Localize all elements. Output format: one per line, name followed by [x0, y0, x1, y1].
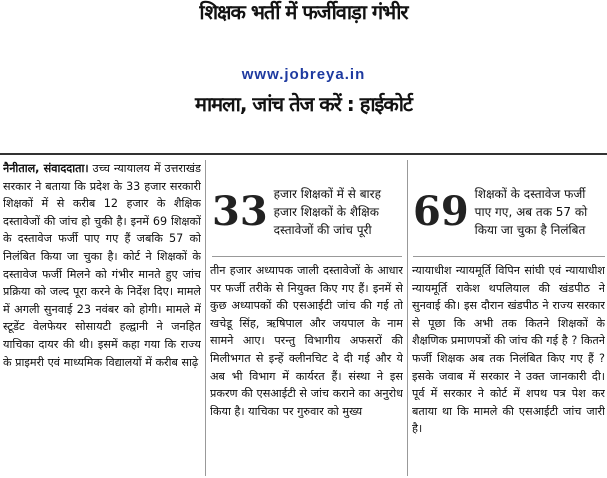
article-column-2 [210, 262, 403, 476]
watermark-url: www.jobreya.in [241, 66, 366, 83]
headline-line-1: शिक्षक भर्ती में फर्जीवाड़ा गंभीर [199, 0, 408, 24]
article-column-3 [412, 262, 605, 476]
highlight-text: शिक्षकों के दस्तावेज फर्जी पाए गए, अब तक 57 को किया जा चुका है निलंबित [474, 187, 588, 237]
column-3-text: न्यायाधीश न्यायमूर्ति विपिन सांघी एवं न्यायाधीश न्यायमूर्ति राकेश थपलियाल की खंडपीठ ने सुनवाई की। इस दौरान खंडपीठ ने राज्य सरकार से पूछा कि अभी तक कितने शिक्षकों के शैक्षणिक प्रमाणपत्रों की जांच की गई है ? कितने फर्जी शिक्षक अब तक निलंबित किए गए हैं ? इसके जवाब में सरकार ने उक्त जानकारी दी। पूर्व में सरकार ने कोर्ट में शपथ पत्र पेश कर बताया था कि मामले की एसआईटी जांच जारी है। [412, 264, 605, 436]
highlight-number: 69 [413, 188, 469, 235]
dateline: नैनीताल, संवाददाता। [3, 162, 89, 175]
article-column-1 [3, 160, 201, 476]
column-1-text: उच्च न्यायालय में उत्तराखंड सरकार ने बताया कि प्रदेश के 33 हजार सरकारी शिक्षकों में से करीब 12 हजार के शैक्षिक दस्तावेजों की जांच हो चुकी है। इनमें 69 शिक्षकों के दस्तावेज फर्जी पाए गए हैं जबकि 57 को निलंबित किया जा चुका है। कोर्ट ने शिक्षकों के दस्तावेज फर्जी मिलने को गंभीर मानते हुए जांच प्रक्रिया को जल्द पूरा करने के निर्देश दिए। मामले में अगली सुनवाई 23 नवंबर को होगी। मामले में स्टूडेंट वेलफेयर सोसायटी हल्द्वानी ने जनहित याचिका दायर की थी। इसमें कहा गया कि राज्य के प्राइमरी एवं माध्यमिक विद्यालयों में करीब साढ़े [3, 162, 201, 369]
highlight-box-2 [413, 170, 605, 254]
column-divider [407, 160, 408, 476]
headline-rule [0, 153, 607, 155]
headline-line-2: मामला, जांच तेज करें : हाईकोर्ट [195, 92, 412, 116]
box-divider [212, 256, 402, 257]
highlight-box-1 [212, 170, 402, 254]
column-2-text: तीन हजार अध्यापक जाली दस्तावेजों के आधार पर फर्जी तरीके से नियुक्त किए गए हैं। इनमें से कुछ अध्यापकों की एसआईटी जांच की गई तो खचेडू सिंह, ऋषिपाल और जयपाल के नाम सामने आए। परन्तु विभागीय अफसरों की मिलीभगत से इन्हें क्लीनचिट दे दी गई और ये अब भी विभाग में कार्यरत हैं। संस्था ने इस प्रकरण की एसआईटी से जांच कराने का अनुरोध किया है। याचिका पर गुरुवार को मुख्य [210, 264, 403, 418]
column-divider [205, 160, 206, 476]
highlight-text: हजार शिक्षकों में से बारह हजार शिक्षकों के शैक्षिक दस्तावेजों की जांच पूरी [273, 187, 381, 237]
highlight-number: 33 [212, 188, 268, 235]
box-divider [413, 256, 605, 257]
